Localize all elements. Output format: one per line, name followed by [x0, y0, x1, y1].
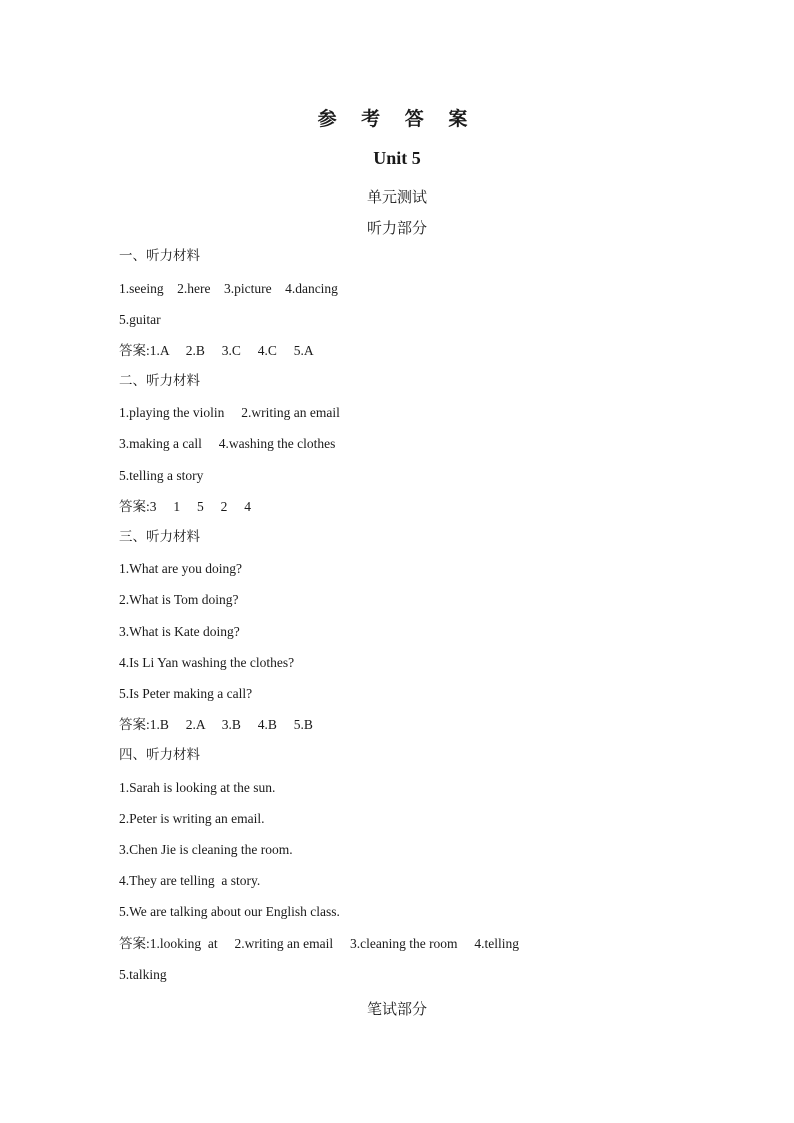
part1-answer: 答案:1.A 2.B 3.C 4.C 5.A	[119, 343, 314, 358]
part2-line3: 5.telling a story	[119, 468, 204, 483]
unit-title: Unit 5	[373, 148, 421, 168]
part3-answer: 答案:1.B 2.A 3.B 4.B 5.B	[119, 717, 313, 732]
part4-answer: 答案:1.looking at 2.writing an email 3.cleaning the room 4.telling	[119, 936, 520, 951]
part4-line1: 1.Sarah is looking at the sun.	[119, 780, 276, 795]
written-part-title: 笔试部分	[366, 1000, 427, 1018]
part2-heading: 二、听力材料	[119, 373, 200, 389]
part4-heading: 四、听力材料	[119, 747, 200, 763]
answer-key-title: 参 考 答 案	[317, 108, 477, 130]
part4-line5: 5.We are talking about our English class.	[119, 904, 340, 919]
part4-line4: 4.They are telling a story.	[119, 873, 261, 888]
part4-answer-cont: 5.talking	[119, 967, 167, 982]
listening-part-title: 听力部分	[366, 219, 427, 237]
part1-heading: 一、听力材料	[119, 248, 200, 264]
part2-line1: 1.playing the violin 2.writing an email	[119, 405, 340, 420]
part4-line2: 2.Peter is writing an email.	[119, 811, 265, 826]
section-title: 单元测试	[366, 188, 427, 206]
part3-line4: 4.Is Li Yan washing the clothes?	[119, 655, 295, 670]
part1-line1: 1.seeing 2.here 3.picture 4.dancing	[119, 281, 338, 296]
part3-line1: 1.What are you doing?	[119, 561, 242, 576]
part1-line2: 5.guitar	[119, 312, 161, 327]
part4-line3: 3.Chen Jie is cleaning the room.	[119, 842, 293, 857]
part3-line2: 2.What is Tom doing?	[119, 592, 239, 607]
part2-answer: 答案:3 1 5 2 4	[119, 499, 252, 514]
part3-line5: 5.Is Peter making a call?	[119, 686, 253, 701]
part3-heading: 三、听力材料	[119, 529, 200, 545]
part3-line3: 3.What is Kate doing?	[119, 624, 240, 639]
part2-line2: 3.making a call 4.washing the clothes	[119, 436, 336, 451]
